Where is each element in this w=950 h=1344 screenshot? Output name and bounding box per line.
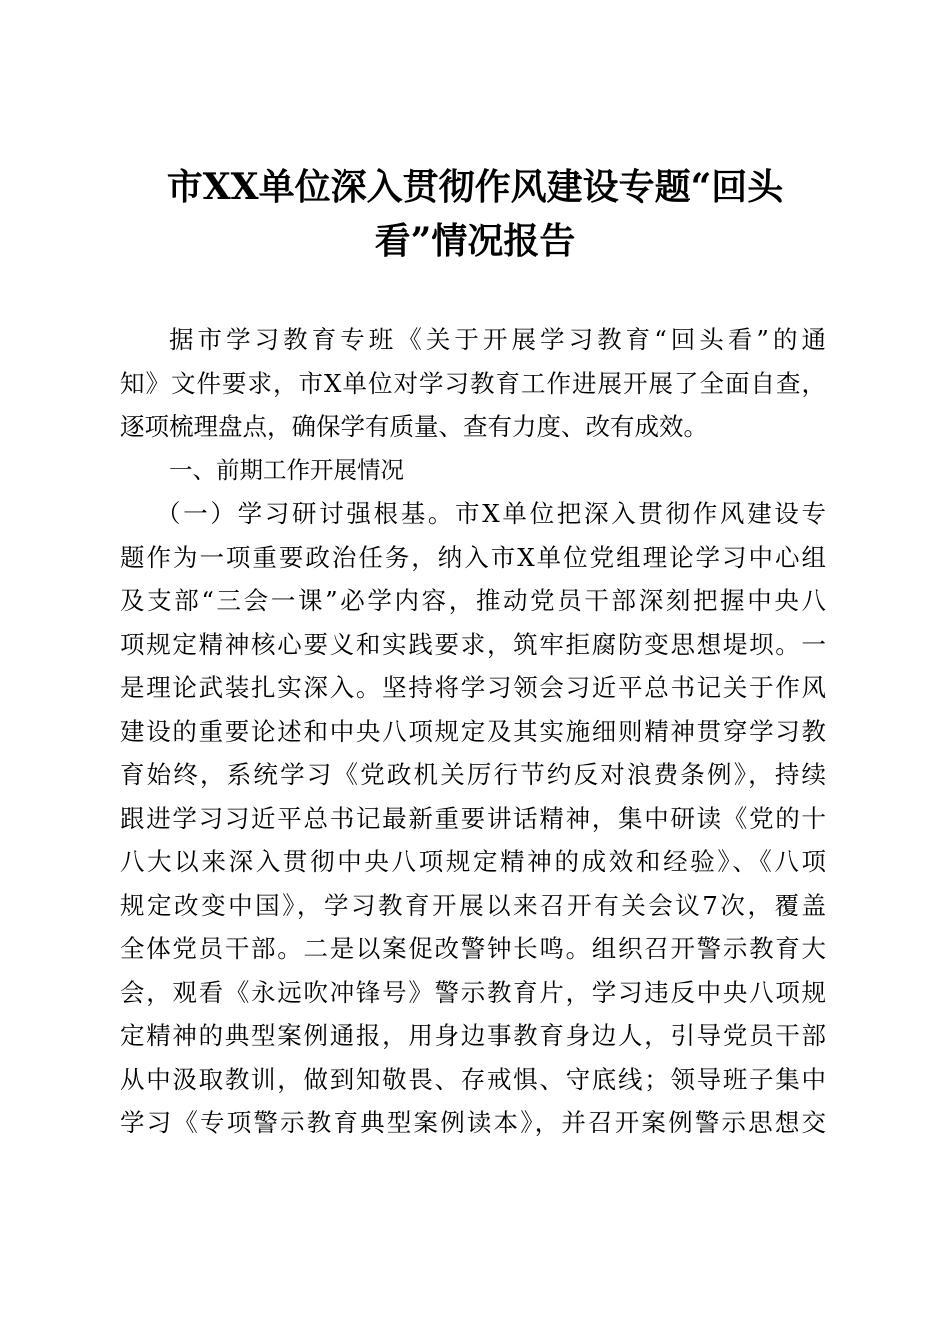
paragraph-line: 定精神的典型案例通报，用身边事教育身边人，引导党员干部: [120, 1021, 826, 1050]
paragraph-line: 八大以来深入贯彻中央八项规定精神的成效和经验》、《八项: [120, 847, 826, 876]
document-title: [118, 160, 832, 268]
title-line-2: 看”情况报告: [374, 220, 576, 262]
paragraph-line: 及支部“三会一课”必学内容，推动党员干部深刻把握中央八: [120, 586, 826, 615]
document-body: [120, 318, 826, 1145]
paragraph-line: （一）学习研讨强根基。市X单位把深入贯彻作风建设专: [156, 499, 826, 528]
paragraph-line: 育始终，系统学习《党政机关厉行节约反对浪费条例》，持续: [120, 760, 826, 789]
paragraph-line: 据市学习教育专班《关于开展学习教育“回头看”的通: [169, 325, 826, 354]
paragraph-line: 建设的重要论述和中央八项规定及其实施细则精神贯穿学习教: [120, 716, 826, 746]
paragraph-line: 逐项梳理盘点，确保学有质量、查有力度、改有成效。: [120, 412, 708, 441]
title-line-1: 市XX单位深入贯彻作风建设专题“回头: [166, 166, 784, 208]
paragraph-line: 学习《专项警示教育典型案例读本》，并召开案例警示思想交: [120, 1108, 826, 1137]
paragraph-line: 从中汲取教训，做到知敬畏、存戒惧、守底线；领导班子集中: [120, 1064, 826, 1094]
paragraph-line: 题作为一项重要政治任务，纳入市X单位党组理论学习中心组: [120, 542, 826, 572]
paragraph-line: 会，观看《永远吹冲锋号》警示教育片，学习违反中央八项规: [120, 977, 826, 1007]
paragraph-line: 全体党员干部。二是以案促改警钟长鸣。组织召开警示教育大: [120, 934, 826, 963]
paragraph-line: 知》文件要求，市X单位对学习教育工作进展开展了全面自查，: [120, 368, 826, 398]
paragraph-line: 规定改变中国》，学习教育开展以来召开有关会议7次，覆盖: [120, 890, 826, 920]
section-heading: 一、前期工作开展情况: [169, 455, 404, 484]
paragraph-line: 项规定精神核心要义和实践要求，筑牢拒腐防变思想堤坝。一: [120, 629, 826, 659]
paragraph-line: 跟进学习习近平总书记最新重要讲话精神，集中研读《党的十: [120, 803, 826, 833]
paragraph-line: 是理论武装扎实深入。坚持将学习领会习近平总书记关于作风: [120, 673, 826, 702]
